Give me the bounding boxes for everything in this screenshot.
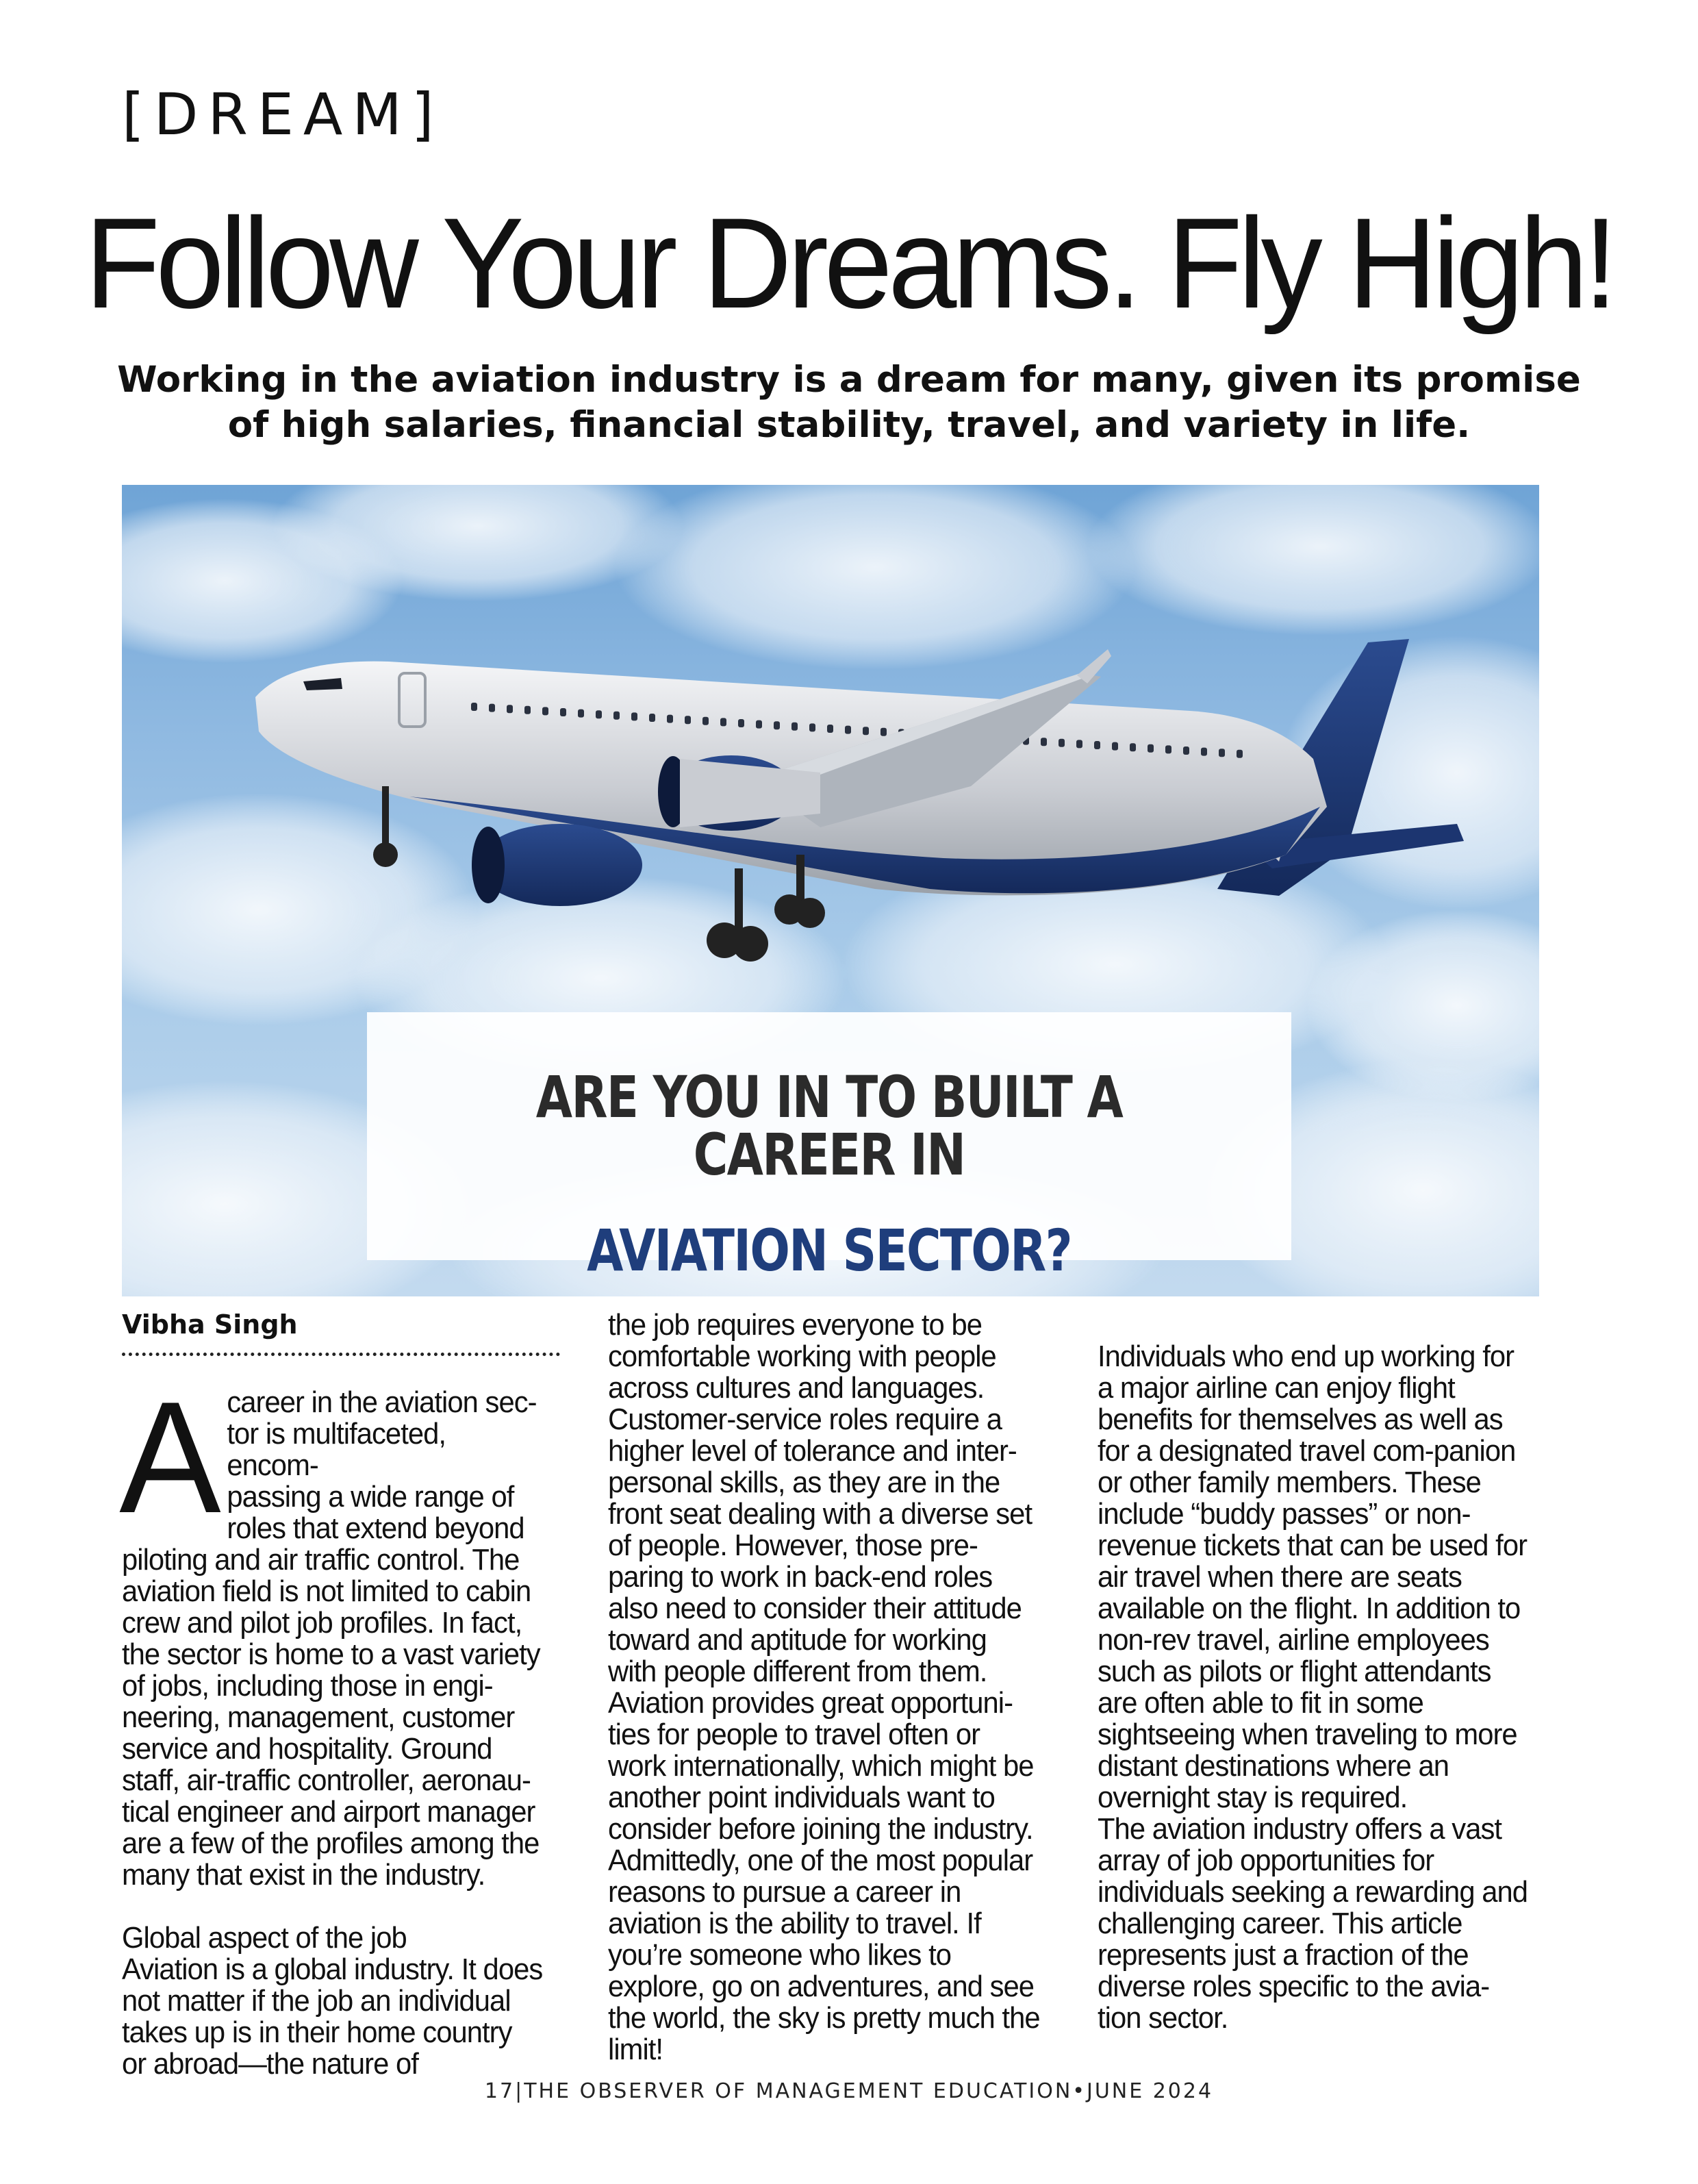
window — [1094, 741, 1100, 749]
window — [1059, 739, 1065, 747]
window — [1041, 738, 1047, 746]
window — [560, 708, 566, 716]
window — [1130, 743, 1136, 751]
window — [524, 706, 531, 714]
section-tag: [DREAM] — [122, 81, 444, 148]
article-column-1 — [119, 1369, 543, 2081]
window — [827, 725, 833, 733]
window — [738, 719, 744, 727]
window — [1165, 745, 1171, 753]
drop-cap: A — [119, 1369, 220, 1546]
paragraph-intro: career in the aviation sec- tor is multifaceted, encom- passing a wide range of roles that extend beyond piloting and air traffic control. The aviation field is not limited to cabin crew and pilot job profiles. In fact, the sector is home to a vast variety of jobs, including those in engi-neering, management, customer service and hospitality. Ground staff, air-traffic controller, aeronau-tical engineer and airport manager are a few of the profiles among the many that exist in the industry. — [122, 1386, 540, 1892]
article-column-3 — [1098, 1341, 1532, 2034]
window — [702, 717, 709, 725]
window — [542, 707, 548, 715]
window — [631, 712, 637, 720]
paragraph-column-3: Individuals who end up working for a major airline can enjoy flight benefits for themselves as well as for a designated travel com-panion or other family members. These include “buddy passes” or non-revenue tickets that can be used for air travel when there are seats available on the flight. In addition to non-rev travel, airline employees such as pilots or flight attendants are often able to fit in some sightseeing when traveling to more distant destinations where an overnight stay is required. The aviation industry offers a vast array of job opportunities for individuals seeking a rewarding and challenging career. This article represents just a fraction of the diverse roles specific to the avia-tion sector. — [1098, 1340, 1528, 2035]
window — [1201, 748, 1207, 756]
promo-box — [367, 1012, 1291, 1284]
article-column-2 — [608, 1309, 1042, 2066]
headline: Follow Your Dreams. Fly High! — [84, 191, 1614, 335]
window — [649, 714, 655, 722]
window — [613, 712, 620, 720]
window — [1112, 742, 1118, 751]
window — [845, 726, 851, 734]
window — [1076, 740, 1082, 748]
window — [863, 727, 869, 735]
author-byline: Vibha Singh — [122, 1309, 298, 1340]
window — [1237, 750, 1243, 758]
window — [774, 721, 780, 729]
window — [489, 704, 495, 712]
byline-divider — [122, 1353, 560, 1356]
promo-line-2: AVIATION SECTOR? — [587, 1217, 1072, 1284]
window — [1148, 744, 1154, 753]
window — [791, 723, 798, 731]
paragraph-column-2: the job requires everyone to be comfortable working with people across cultures and languages. Customer-service roles require a higher level of tolerance and inter-personal skills, as they are in the front seat dealing with a diverse set of people. However, those pre-paring to work in back-end roles also need to consider their attitude toward and aptitude for working with people different from them. Aviation provides great opportuni-ties for people to travel often or work internationally, which might be another point individuals want to consider before joining the industry. Admittedly, one of the most popular reasons to pursue a career in aviation is the ability to travel. If you’re someone who likes to explore, go on adventures, and see the world, the sky is pretty much the limit! — [608, 1309, 1040, 2066]
hero-image — [122, 485, 1539, 1296]
paragraph-global-aspect: Global aspect of the job Aviation is a global industry. It does not matter if the job an individual takes up is in their home country or abroad—the nature of — [122, 1922, 543, 2081]
window — [720, 718, 726, 726]
window — [1183, 746, 1189, 755]
window — [578, 710, 584, 718]
window — [880, 728, 887, 736]
window — [507, 705, 513, 713]
window — [596, 710, 602, 718]
window — [756, 720, 762, 729]
window — [685, 716, 691, 724]
window — [1219, 749, 1225, 757]
window — [667, 715, 673, 723]
promo-line-1: ARE YOU IN TO BUILT A CAREER IN — [535, 1064, 1123, 1188]
deck-subtitle: Working in the aviation industry is a dream for many, given its promise of high salaries, financial stability, travel, and variety in life. — [117, 359, 1581, 446]
window — [809, 723, 815, 731]
page-footer: 17|THE OBSERVER OF MANAGEMENT EDUCATION•JUNE 2024 — [484, 2079, 1214, 2103]
window — [471, 703, 477, 711]
